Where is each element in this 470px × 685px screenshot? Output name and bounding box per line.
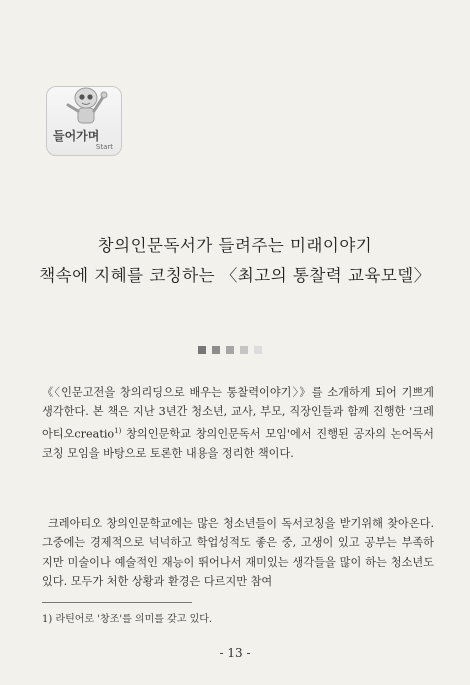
page-number: - 13 - [219, 646, 251, 660]
ornament-square [240, 346, 248, 354]
paragraph-1-text-a: 《〈인문고전을 창의리딩으로 배우는 통찰력이야기〉》를 소개하게 되어 기쁘게 생각한다. 본 책은 지난 3년간 청소년, 교사, 부모, 직장인들과 함께 진행한 '크레아티오creatio [42, 386, 434, 441]
paragraph-1 [42, 383, 434, 463]
badge-label: 들어가며 [53, 129, 100, 143]
footnote: 1) 라틴어로 '창조'를 의미를 갖고 있다. [42, 614, 213, 625]
section-ornament [198, 346, 262, 354]
start-badge [46, 86, 122, 156]
ornament-square [254, 346, 262, 354]
title-line-2: 책속에 지혜를 코칭하는 〈최고의 통찰력 교육모델〉 [39, 266, 431, 285]
paragraph-2: 크레아티오 창의인문학교에는 많은 청소년들이 독서코칭을 받기위해 찾아온다. 그중에는 경제적으로 넉넉하고 학업성적도 좋은 중, 고생이 있고 공부는 부족하지만 미술이나 예술적인 재능이 뛰어나서 재미있는 생각들을 많이 하는 청소년도 있다. 모두가 처한 상황과 환경은 다르지만 참여 [42, 517, 434, 588]
paragraph-1-text-b: 창의인문학교 창의인문독서 모임'에서 진행된 공자의 논어독서코칭 모임을 바탕으로 토론한 내용을 정리한 책이다. [42, 427, 434, 460]
footnote-divider [42, 602, 192, 603]
ornament-square [198, 346, 206, 354]
badge-sublabel: Start [95, 143, 113, 151]
ornament-square [226, 346, 234, 354]
title-line-1: 창의인문독서가 들려주는 미래이야기 [97, 236, 373, 255]
ornament-square [212, 346, 220, 354]
footnote-marker: 1) [114, 426, 122, 435]
robot-mascot-icon [61, 85, 111, 125]
